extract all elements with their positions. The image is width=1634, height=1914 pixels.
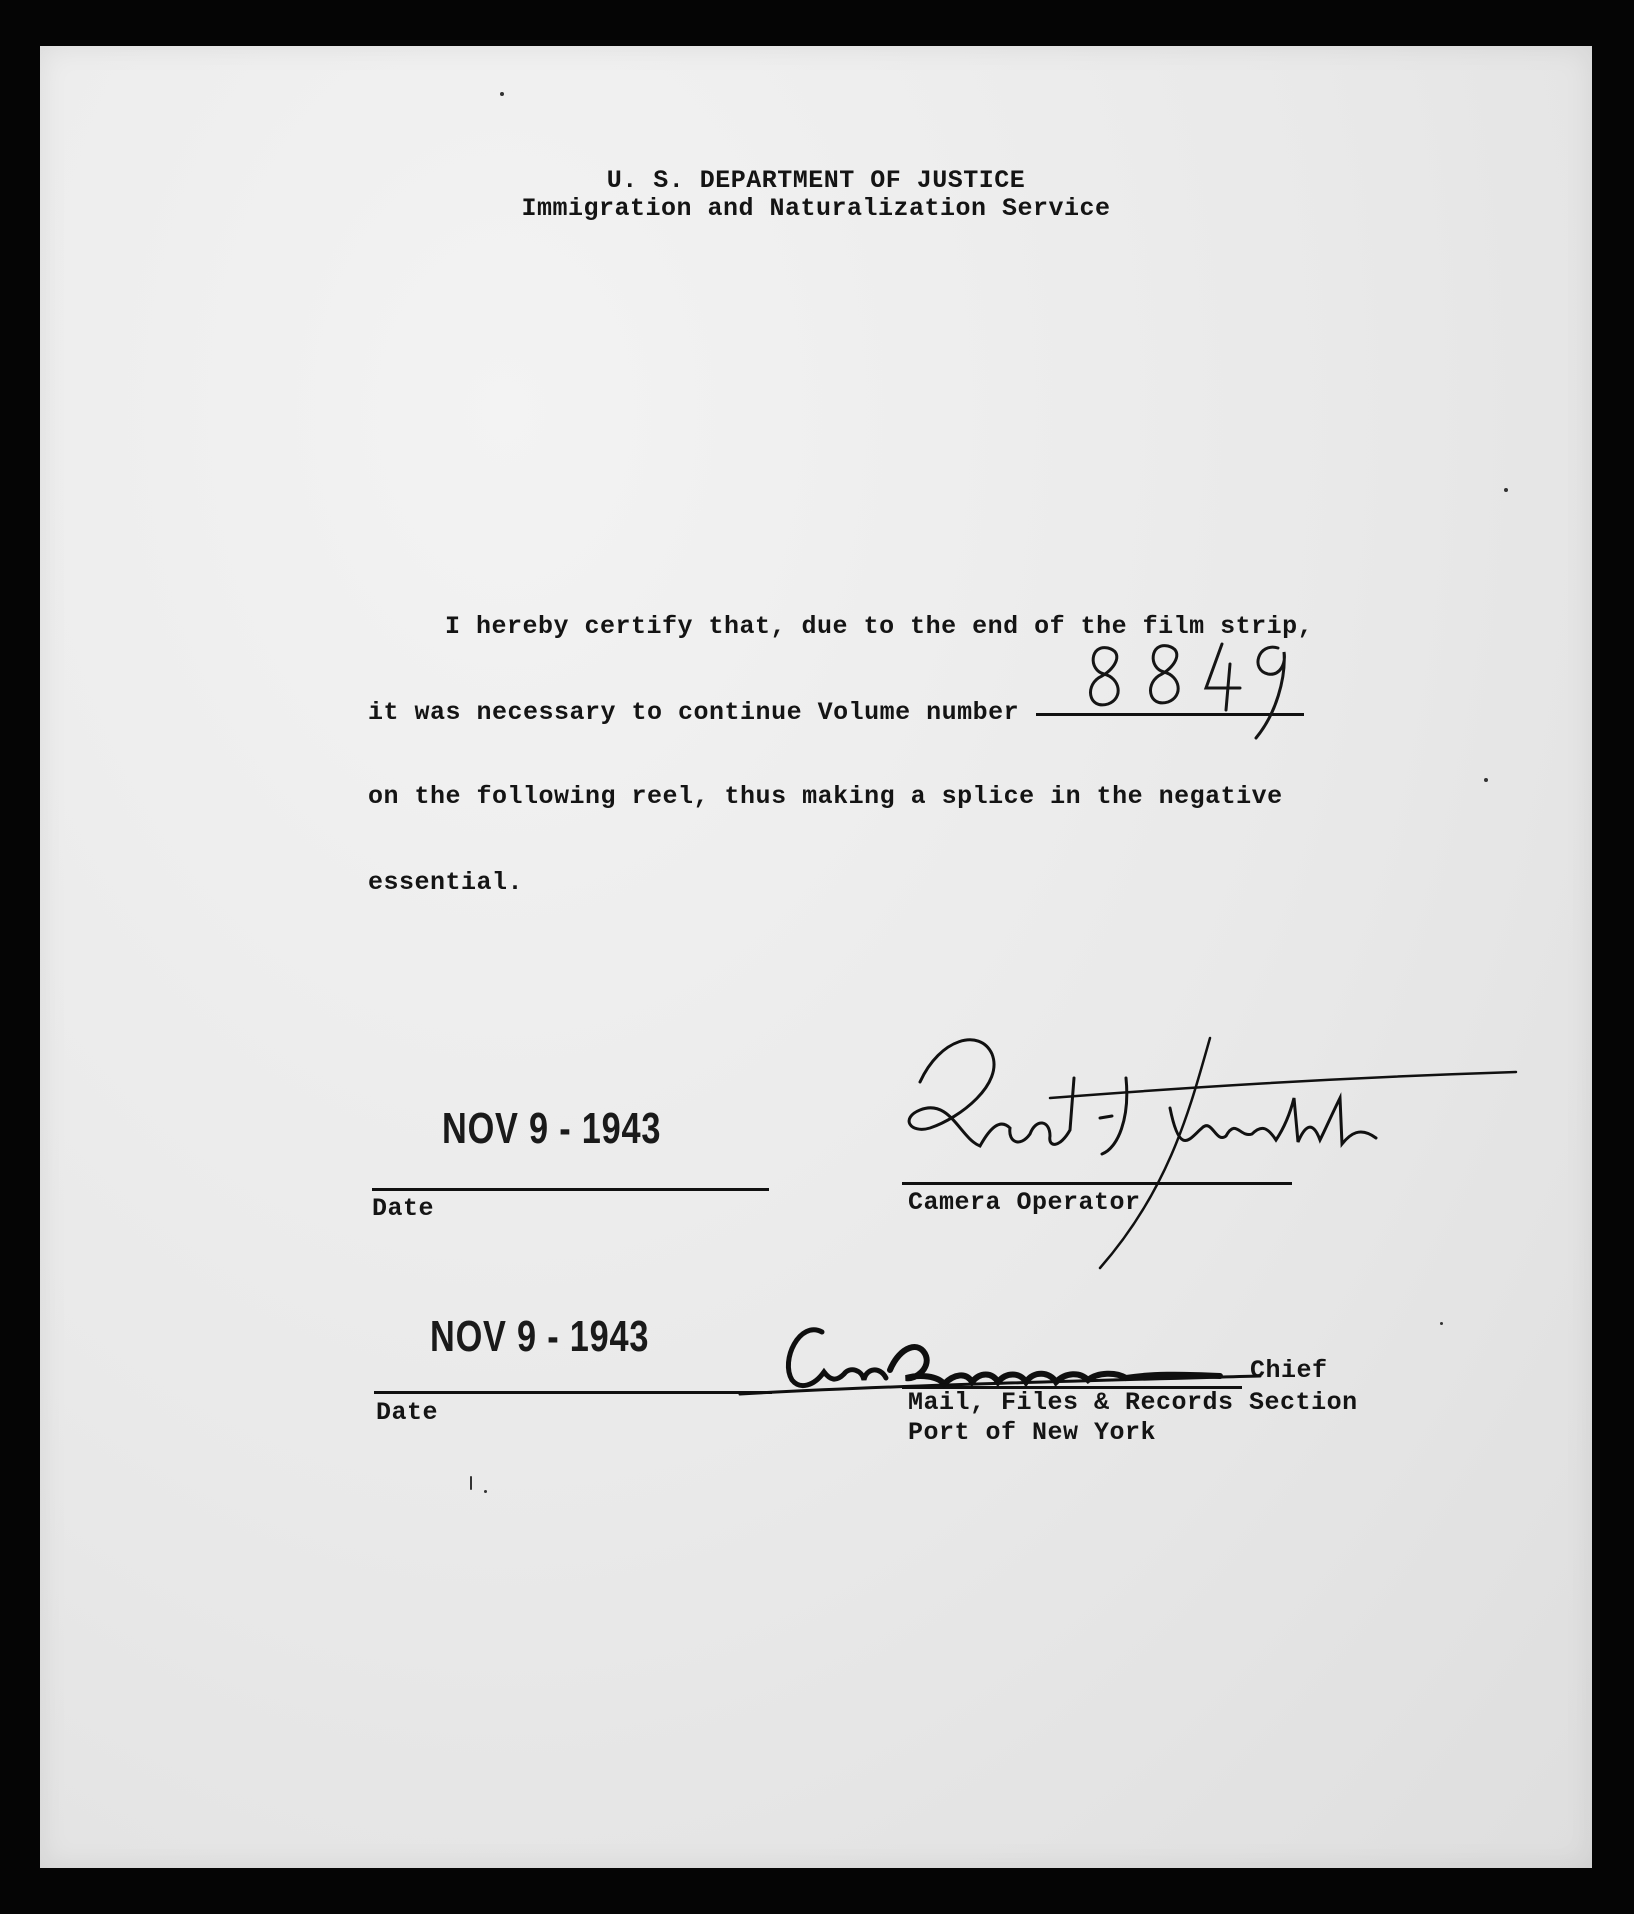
scan-speck — [470, 1476, 472, 1490]
date-label-1: Date — [372, 1194, 435, 1223]
chief-signature — [740, 1310, 1300, 1420]
scan-speck — [500, 92, 504, 96]
scan-speck — [484, 1490, 487, 1493]
chief-title-label: Chief — [1250, 1356, 1328, 1385]
camera-operator-signature — [880, 1018, 1530, 1268]
scan-speck — [1504, 488, 1508, 492]
scan-speck — [1484, 778, 1488, 782]
certificate-line-3: on the following reel, thus making a splice in the negative — [368, 782, 1283, 811]
department-title: U. S. DEPARTMENT OF JUSTICE — [606, 166, 1026, 195]
date-line-2 — [374, 1391, 772, 1394]
date-label-2: Date — [376, 1398, 439, 1427]
port-label: Port of New York — [908, 1418, 1157, 1447]
volume-number-handwritten — [1080, 634, 1300, 744]
camera-operator-label: Camera Operator — [908, 1188, 1141, 1217]
certificate-line-4: essential. — [368, 868, 524, 897]
date-stamp-1: NOV 9 - 1943 — [442, 1104, 662, 1153]
document-page — [40, 46, 1592, 1868]
date-line-1 — [372, 1188, 769, 1191]
certificate-line-1: I hereby certify that, due to the end of the film strip, — [445, 612, 1314, 641]
certificate-line-2: it was necessary to continue Volume number — [368, 698, 1020, 727]
date-stamp-2: NOV 9 - 1943 — [430, 1312, 650, 1361]
section-label: Mail, Files & Records Section — [908, 1388, 1358, 1417]
service-subtitle: Immigration and Naturalization Service — [521, 194, 1111, 223]
scan-speck — [1440, 1322, 1443, 1325]
